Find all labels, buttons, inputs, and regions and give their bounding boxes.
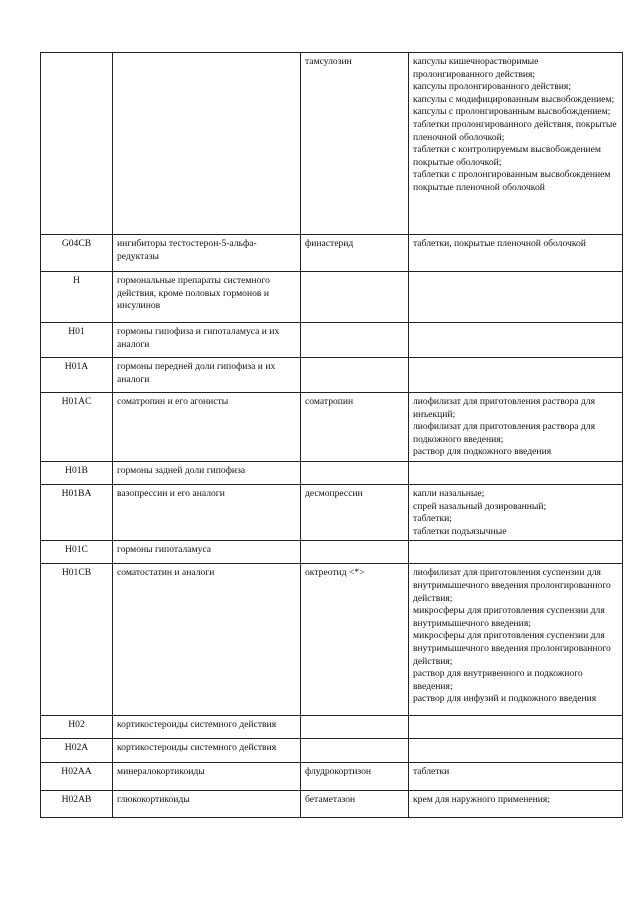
table-row <box>41 791 623 818</box>
atc-code-cell: H02AA <box>41 763 113 791</box>
table-row <box>41 235 623 272</box>
dosage-forms-cell <box>409 235 623 272</box>
dosage-form-item: таблетки; <box>413 513 452 525</box>
drug-name-cell <box>301 358 409 393</box>
table-row <box>41 485 623 541</box>
pharmacological-group-cell: глюкокортикоиды <box>113 791 301 818</box>
table-row <box>41 739 623 763</box>
pharmacological-group-cell: соматостатин и аналоги <box>113 564 301 716</box>
pharmacological-group-cell: кортикостероиды системного действия <box>113 716 301 739</box>
drug-name-cell: десмопрессин <box>301 485 409 541</box>
atc-code-cell: H02A <box>41 739 113 763</box>
dosage-form-item: лиофилизат для приготовления раствора для инъекций; <box>413 396 595 420</box>
atc-code-cell: H01BA <box>41 485 113 541</box>
pharmacological-group-cell: гормоны гипоталамуса <box>113 541 301 564</box>
dosage-forms-cell <box>409 358 623 393</box>
drug-name-cell: флудрокортизон <box>301 763 409 791</box>
dosage-form-item: таблетки с пролонгированным высвобождением покрытые пленочной оболочкой <box>413 169 611 193</box>
pharmacological-group-cell: вазопрессин и его аналоги <box>113 485 301 541</box>
dosage-form-item: крем для наружного применения; <box>413 794 550 806</box>
table-row <box>41 323 623 358</box>
dosage-forms-cell <box>409 393 623 462</box>
dosage-forms-cell <box>409 541 623 564</box>
drug-name-cell: соматропин <box>301 393 409 462</box>
table-row <box>41 462 623 485</box>
dosage-form-item: таблетки <box>413 766 450 778</box>
drug-name-cell: тамсулозин <box>301 53 409 235</box>
atc-code-cell: H02 <box>41 716 113 739</box>
drug-table-body <box>41 53 623 818</box>
dosage-form-item: раствор для внутривенного и подкожного введения; <box>413 668 583 692</box>
dosage-forms-cell <box>409 272 623 323</box>
dosage-forms-cell <box>409 716 623 739</box>
dosage-forms-cell <box>409 485 623 541</box>
drug-name-cell <box>301 541 409 564</box>
atc-code-cell: H <box>41 272 113 323</box>
dosage-form-item: капсулы пролонгированного действия; <box>413 81 571 93</box>
table-row <box>41 763 623 791</box>
dosage-forms-cell <box>409 739 623 763</box>
dosage-form-item: таблетки с контролируемым высвобождением покрытые оболочкой; <box>413 144 601 168</box>
atc-code-cell <box>41 53 113 235</box>
pharmacological-group-cell: гормональные препараты системного действия, кроме половых гормонов и инсулинов <box>113 272 301 323</box>
pharmacological-group-cell: минералокортикоиды <box>113 763 301 791</box>
drug-name-cell: финастерид <box>301 235 409 272</box>
drug-name-cell: бетаметазон <box>301 791 409 818</box>
drug-name-cell <box>301 323 409 358</box>
drug-name-cell <box>301 716 409 739</box>
atc-code-cell: H01B <box>41 462 113 485</box>
dosage-form-item: лиофилизат для приготовления суспензии для внутримышечного введения пролонгированного действия; <box>413 567 611 604</box>
dosage-form-item: капсулы с пролонгированным высвобождением; <box>413 106 611 118</box>
dosage-form-item: раствор для инфузий и подкожного введения <box>413 693 597 705</box>
atc-code-cell: H02AB <box>41 791 113 818</box>
dosage-forms-cell <box>409 323 623 358</box>
drug-name-cell <box>301 272 409 323</box>
atc-code-cell: H01A <box>41 358 113 393</box>
table-row <box>41 393 623 462</box>
dosage-form-item: раствор для подкожного введения <box>413 446 552 458</box>
dosage-forms-cell <box>409 791 623 818</box>
table-row <box>41 541 623 564</box>
atc-code-cell: H01AC <box>41 393 113 462</box>
dosage-forms-cell <box>409 53 623 235</box>
pharmacological-group-cell <box>113 53 301 235</box>
pharmacological-group-cell: соматропин и его агонисты <box>113 393 301 462</box>
dosage-form-item: капли назальные; <box>413 488 485 499</box>
atc-code-cell: H01CB <box>41 564 113 716</box>
dosage-form-item: лиофилизат для приготовления раствора для подкожного введения; <box>413 421 595 445</box>
drug-name-cell <box>301 739 409 763</box>
drug-name-cell <box>301 462 409 485</box>
drug-table <box>40 52 623 818</box>
table-row <box>41 564 623 716</box>
pharmacological-group-cell: гормоны гипофиза и гипоталамуса и их аналоги <box>113 323 301 358</box>
table-row <box>41 272 623 323</box>
dosage-form-item: спрей назальный дозированный; <box>413 500 547 512</box>
table-row <box>41 358 623 393</box>
atc-code-cell: H01C <box>41 541 113 564</box>
dosage-form-item: капсулы кишечнорастворимые пролонгированного действия; <box>413 56 539 80</box>
dosage-forms-cell <box>409 763 623 791</box>
atc-code-cell: G04CB <box>41 235 113 272</box>
pharmacological-group-cell: гормоны задней доли гипофиза <box>113 462 301 485</box>
dosage-forms-cell <box>409 564 623 716</box>
dosage-forms-cell <box>409 462 623 485</box>
atc-code-cell: H01 <box>41 323 113 358</box>
table-row <box>41 53 623 235</box>
dosage-form-item: микросферы для приготовления суспензии для внутримышечного введения; <box>413 605 605 629</box>
dosage-form-item: таблетки, покрытые пленочной оболочкой <box>413 238 586 249</box>
pharmacological-group-cell: кортикостероиды системного действия <box>113 739 301 763</box>
dosage-form-item: таблетки пролонгированного действия, покрытые пленочной оболочкой; <box>413 118 617 143</box>
pharmacological-group-cell: гормоны передней доли гипофиза и их аналоги <box>113 358 301 393</box>
table-row <box>41 716 623 739</box>
pharmacological-group-cell: ингибиторы тестостерон-5-альфа-редуктазы <box>113 235 301 272</box>
drug-name-cell: октреотид <*> <box>301 564 409 716</box>
dosage-form-item: капсулы с модифицированным высвобождением; <box>413 93 615 105</box>
dosage-form-item: таблетки подъязычные <box>413 525 507 537</box>
dosage-form-item: микросферы для приготовления суспензии для внутримышечного введения пролонгированного действия; <box>413 630 611 667</box>
